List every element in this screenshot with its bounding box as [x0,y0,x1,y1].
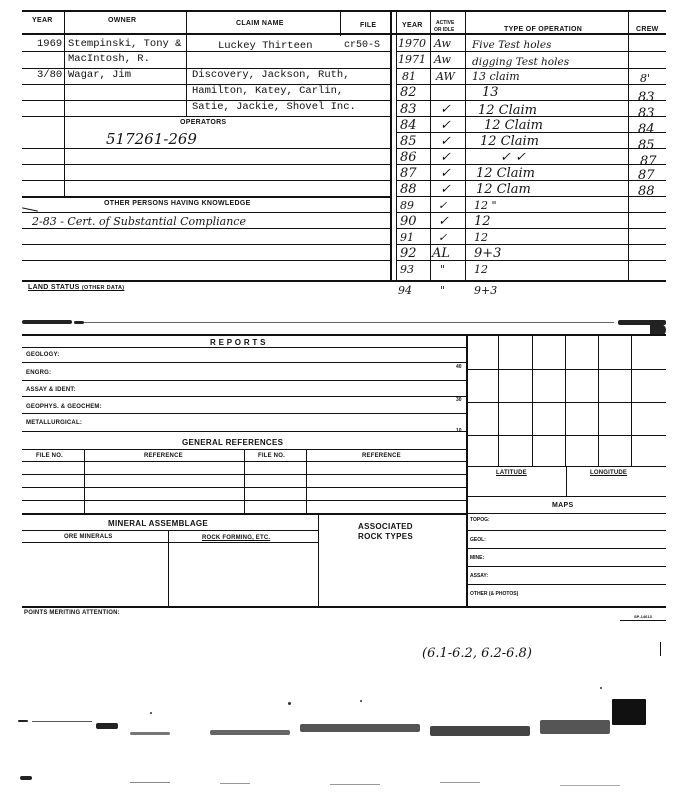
log-year: 94 [398,284,412,297]
log-year: 93 [400,263,414,276]
log-crew: 85 [638,138,655,153]
log-status: ✓ [440,166,451,181]
log-status: ✓ [440,134,451,149]
header-year: YEAR [32,17,53,24]
header-year-2: YEAR [402,22,423,29]
log-year: 82 [400,85,417,100]
ref-col-reference-2: REFERENCE [362,453,401,459]
ref-col-file-2: FILE NO. [258,453,285,459]
report-engrg: ENGRG: [26,370,52,376]
claim-name: Discovery, Jackson, Ruth, [192,69,350,81]
claim-owner: Wagar, Jim [68,69,132,81]
log-crew: 83 [638,106,655,121]
claim-year: 3/80 [37,69,63,81]
associated-rock-types-bottom: ROCK TYPES [358,532,414,541]
land-status-sub: (OTHER DATA) [81,285,125,291]
ore-minerals-label: ORE MINERALS [64,534,113,540]
maps-title: MAPS [552,502,574,509]
log-status: ✓ [438,231,448,244]
report-assay: ASSAY & IDENT: [26,387,76,393]
ref-col-file-1: FILE NO. [36,453,63,459]
log-status: Aw [434,37,451,50]
log-year: 90 [400,214,417,229]
mineral-assemblage-title: MINERAL ASSEMBLAGE [108,519,209,528]
map-other: OTHER (& PHOTOS) [470,591,519,597]
map-geol: GEOL: [470,537,486,543]
log-status: AW [436,70,455,83]
log-operation: digging Test holes [472,56,570,68]
operators-entry: 517261-269 [106,130,197,148]
map-assay: ASSAY: [470,573,489,579]
log-operation: 12 [474,214,491,229]
land-status-title: LAND STATUS [28,284,80,291]
log-operation: 9+3 [474,246,502,261]
log-operation: 12 Clam [476,182,531,197]
log-operation: 12 Claim [478,103,538,118]
log-status: " [440,284,446,297]
log-operation: 9+3 [474,284,498,297]
reports-title: R E P O R T S [210,338,266,347]
report-scale-10: 10 [456,428,462,434]
log-status: AL [432,246,451,261]
log-year: 88 [400,182,417,197]
log-crew: 83 [638,90,655,105]
rock-forming-label: ROCK FORMING, ETC. [202,535,271,541]
form-number: SP-14613 [634,614,652,619]
claim-name: Hamilton, Katey, Carlin, [192,85,344,97]
log-operation: 12 " [474,199,497,212]
log-year: 87 [400,166,417,181]
claim-owner: MacIntosh, R. [68,53,150,65]
header-or-idle: OR IDLE [434,27,455,33]
log-year: 92 [400,246,417,261]
log-year: 83 [400,102,417,117]
log-status: Aw [434,53,451,66]
associated-rock-types-top: ASSOCIATED [358,522,413,531]
header-file: FILE [360,22,377,29]
log-crew: 87 [640,154,657,169]
log-operation: 12 Claim [480,134,540,149]
header-active: ACTIVE [436,20,455,26]
log-operation: 13 [482,85,499,100]
report-metallurgical: METALLURGICAL: [26,420,83,426]
map-mine: MINE: [470,555,485,561]
other-persons-label: OTHER PERSONS HAVING KNOWLEDGE [104,200,251,207]
footnote-ref: (6.1-6.2, 6.2-6.8) [422,646,532,661]
log-status: " [440,263,446,276]
log-operation: 12 [474,263,488,276]
log-status: ✓ [438,199,448,212]
log-status: ✓ [440,102,451,117]
log-operation: 12 Claim [476,166,536,181]
header-type-of-operation: TYPE OF OPERATION [504,26,583,33]
log-crew: 8' [640,72,651,85]
log-operation: ✓ ✓ [500,150,526,165]
report-scale-30: 30 [456,397,462,403]
header-crew: CREW [636,26,659,33]
log-crew: 84 [638,122,655,137]
claim-name: Satie, Jackie, Shovel Inc. [192,101,356,113]
claim-file: cr50-S [344,40,381,51]
log-year: 1971 [398,53,426,66]
log-year: 81 [402,70,416,83]
log-year: 89 [400,199,414,212]
report-geology: GEOLOGY: [26,352,60,358]
log-year: 85 [400,134,417,149]
operators-label: OPERATORS [180,119,227,126]
ref-col-reference-1: REFERENCE [144,453,183,459]
longitude-label: LONGITUDE [590,470,628,476]
report-scale-40: 40 [456,364,462,370]
points-label: POINTS MERITING ATTENTION: [24,610,120,616]
log-status: ✓ [440,182,451,197]
log-crew: 87 [638,168,655,183]
log-status: ✓ [440,118,451,133]
claim-owner: Stempinski, Tony & [68,38,182,50]
log-status: ✓ [438,214,449,229]
log-operation: Five Test holes [472,39,552,51]
log-year: 86 [400,150,417,165]
log-year: 84 [400,118,417,133]
report-geophys: GEOPHYS. & GEOCHEM: [26,404,102,410]
log-crew: 88 [638,184,655,199]
general-references-title: GENERAL REFERENCES [182,438,284,447]
other-persons-entry: 2-83 - Cert. of Substantial Compliance [32,215,246,228]
claim-year: 1969 [37,38,63,50]
latitude-label: LATITUDE [496,470,527,476]
header-claim-name: CLAIM NAME [236,20,284,27]
log-status: ✓ [440,150,451,165]
log-operation: 13 claim [472,70,520,83]
map-topog: TOPOG: [470,517,490,523]
claim-name: Luckey Thirteen [218,40,313,52]
land-status-label [28,284,124,291]
log-operation: 12 [474,231,488,244]
log-year: 1970 [398,37,426,50]
log-operation: 12 Claim [484,118,544,133]
header-owner: OWNER [108,17,137,24]
log-year: 91 [400,231,414,244]
